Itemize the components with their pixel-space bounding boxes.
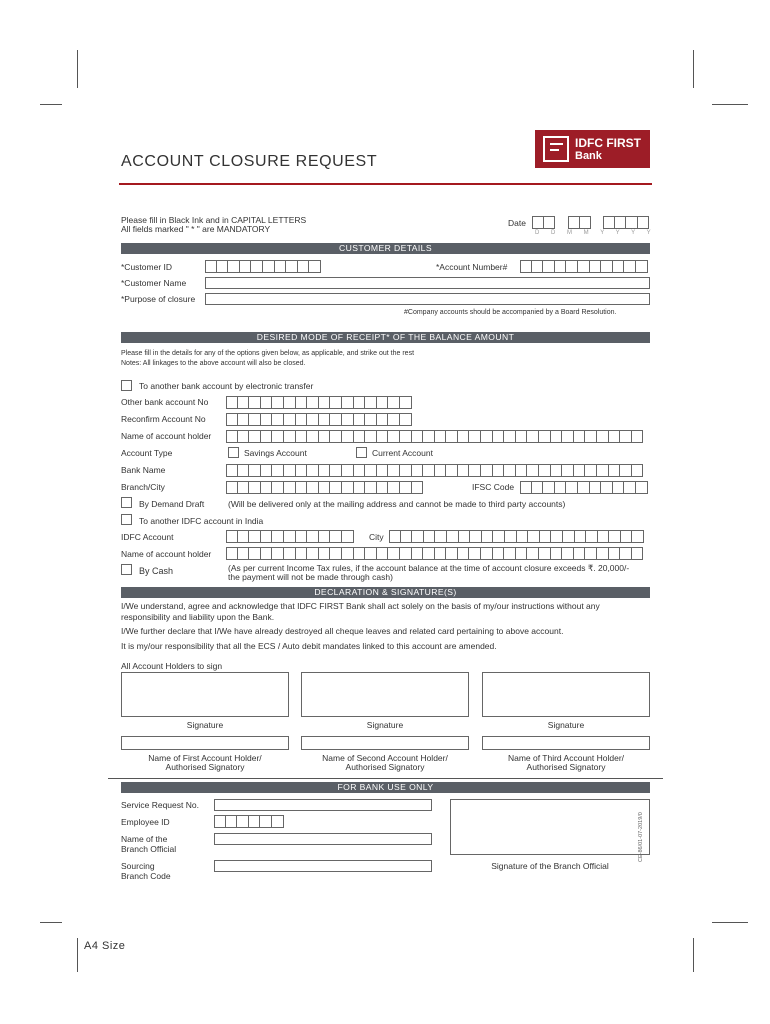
current-label: Current Account [372, 448, 433, 458]
reconfirm-account-input[interactable] [226, 413, 412, 426]
holder2-name-input[interactable] [301, 736, 469, 750]
account-number-input[interactable] [520, 260, 648, 273]
signature-box-2[interactable] [301, 672, 469, 717]
crop-mark [40, 922, 62, 923]
transfer-label: To another bank account by electronic transfer [139, 381, 314, 391]
purpose-input[interactable] [205, 293, 650, 305]
holder3-label-b: Authorised Signatory [526, 762, 606, 772]
customer-name-label: *Customer Name [121, 278, 187, 288]
branch-city-input[interactable] [226, 481, 423, 494]
paper-size-label: A4 Size [84, 940, 126, 952]
holder1-label-a: Name of First Account Holder/ [148, 753, 262, 763]
receipt-mode-header: DESIRED MODE OF RECEIPT* OF THE BALANCE AMOUNT [121, 332, 650, 343]
branch-official-label-a: Name of the [121, 834, 168, 844]
employee-id-label: Employee ID [121, 817, 170, 827]
brand-logo [535, 130, 650, 168]
crop-mark [712, 922, 748, 923]
idfc-account-checkbox[interactable] [121, 514, 132, 525]
savings-checkbox[interactable] [228, 447, 239, 458]
page-title: ACCOUNT CLOSURE REQUEST [121, 153, 378, 170]
demand-draft-note: (Will be delivered only at the mailing address and cannot be made to third party accounts) [228, 499, 566, 509]
other-account-input[interactable] [226, 396, 412, 409]
branch-city-label: Branch/City [121, 482, 165, 492]
date-placeholder: D D M M Y Y Y Y [535, 230, 656, 236]
idfc-account-label: IDFC Account [121, 532, 174, 542]
idfc-option-label: To another IDFC account in India [139, 516, 264, 526]
purpose-label: *Purpose of closure [121, 294, 196, 304]
idfc-account-input[interactable] [226, 530, 354, 543]
declaration-p3: It is my/our responsibility that all the ECS / Auto debit mandates linked to this account are amended. [121, 641, 497, 651]
crop-mark [77, 50, 78, 88]
signature-label-1: Signature [186, 720, 224, 730]
savings-label: Savings Account [244, 448, 307, 458]
sourcing-label-b: Branch Code [121, 871, 171, 881]
date-label: Date [508, 218, 526, 228]
holder3-label-a: Name of Third Account Holder/ [507, 753, 625, 763]
receipt-note1: Please fill in the details for any of the options given below, as applicable, and strike out the rest [121, 350, 415, 357]
instruction-line2: All fields marked " * " are MANDATORY [121, 224, 271, 234]
reconfirm-account-label: Reconfirm Account No [121, 414, 206, 424]
brand-line2: Bank [575, 150, 602, 162]
customer-details-header: CUSTOMER DETAILS [121, 243, 650, 254]
date-month-input[interactable] [568, 216, 591, 229]
cash-checkbox[interactable] [121, 564, 132, 575]
crop-mark [77, 938, 78, 972]
brand-line1: IDFC FIRST [575, 136, 641, 150]
ifsc-input[interactable] [520, 481, 648, 494]
idfc-logo-icon [543, 136, 569, 162]
current-checkbox[interactable] [356, 447, 367, 458]
declaration-header: DECLARATION & SIGNATURE(S) [121, 587, 650, 598]
receipt-note2: Notes: All linkages to the above account will also be closed. [121, 360, 306, 367]
bank-name-input[interactable] [226, 464, 643, 477]
crop-mark [693, 938, 694, 972]
crop-mark [693, 50, 694, 88]
holder-name-input[interactable] [226, 430, 643, 443]
service-request-input[interactable] [214, 799, 432, 811]
declaration-p1a: I/We understand, agree and acknowledge that IDFC FIRST Bank shall act solely on the basis of my/our instructions without any [121, 601, 600, 611]
cash-note1: (As per current Income Tax rules, if the account balance at the time of account closure exceeds ₹. 20,000/- [228, 563, 630, 573]
service-request-label: Service Request No. [121, 800, 199, 810]
holder-name-label: Name of account holder [121, 431, 212, 441]
transfer-checkbox[interactable] [121, 380, 132, 391]
signature-box-3[interactable] [482, 672, 650, 717]
signature-label-2: Signature [366, 720, 404, 730]
date-day-input[interactable] [532, 216, 555, 229]
company-note: #Company accounts should be accompanied by a Board Resolution. [404, 309, 617, 316]
crop-mark [40, 104, 62, 105]
bank-name-label: Bank Name [121, 465, 166, 475]
holder2-label-a: Name of Second Account Holder/ [322, 753, 448, 763]
all-sign-label: All Account Holders to sign [121, 661, 223, 671]
idfc-holder-input[interactable] [226, 547, 643, 560]
employee-id-input[interactable] [214, 815, 284, 828]
city-input[interactable] [389, 530, 644, 543]
holder1-label-b: Authorised Signatory [165, 762, 245, 772]
account-type-label: Account Type [121, 448, 173, 458]
branch-signature-label: Signature of the Branch Official [491, 861, 609, 871]
declaration-p2: I/We further declare that I/We have already destroyed all cheque leaves and related card pertaining to above account. [121, 626, 564, 636]
branch-official-label-b: Branch Official [121, 844, 177, 854]
title-rule [119, 183, 652, 185]
branch-signature-box[interactable] [450, 799, 650, 855]
customer-name-input[interactable] [205, 277, 650, 289]
demand-draft-label: By Demand Draft [139, 499, 205, 509]
cash-note2: the payment will not be made through cash) [228, 572, 393, 582]
bank-use-header: FOR BANK USE ONLY [121, 782, 650, 793]
city-label: City [369, 532, 384, 542]
declaration-p1b: responsibility and liability upon the Bank. [121, 612, 275, 622]
instruction-line1: Please fill in Black Ink and in CAPITAL LETTERS [121, 215, 307, 225]
holder1-name-input[interactable] [121, 736, 289, 750]
crop-mark [712, 104, 748, 105]
customer-id-label: *Customer ID [121, 262, 173, 272]
signature-box-1[interactable] [121, 672, 289, 717]
sourcing-code-input[interactable] [214, 860, 432, 872]
account-number-label: *Account Number# [436, 262, 508, 272]
sourcing-label-a: Sourcing [121, 861, 155, 871]
holder3-name-input[interactable] [482, 736, 650, 750]
idfc-holder-label: Name of account holder [121, 549, 212, 559]
other-account-label: Other bank account No [121, 397, 209, 407]
form-code: CE-86/01-07-2019/0 [638, 812, 644, 862]
branch-official-input[interactable] [214, 833, 432, 845]
holder2-label-b: Authorised Signatory [345, 762, 425, 772]
signature-label-3: Signature [547, 720, 585, 730]
customer-id-input[interactable] [205, 260, 321, 273]
cash-label: By Cash [139, 566, 174, 576]
ifsc-label: IFSC Code [472, 482, 515, 492]
cut-line [108, 778, 663, 779]
demand-draft-checkbox[interactable] [121, 497, 132, 508]
date-year-input[interactable] [603, 216, 649, 229]
